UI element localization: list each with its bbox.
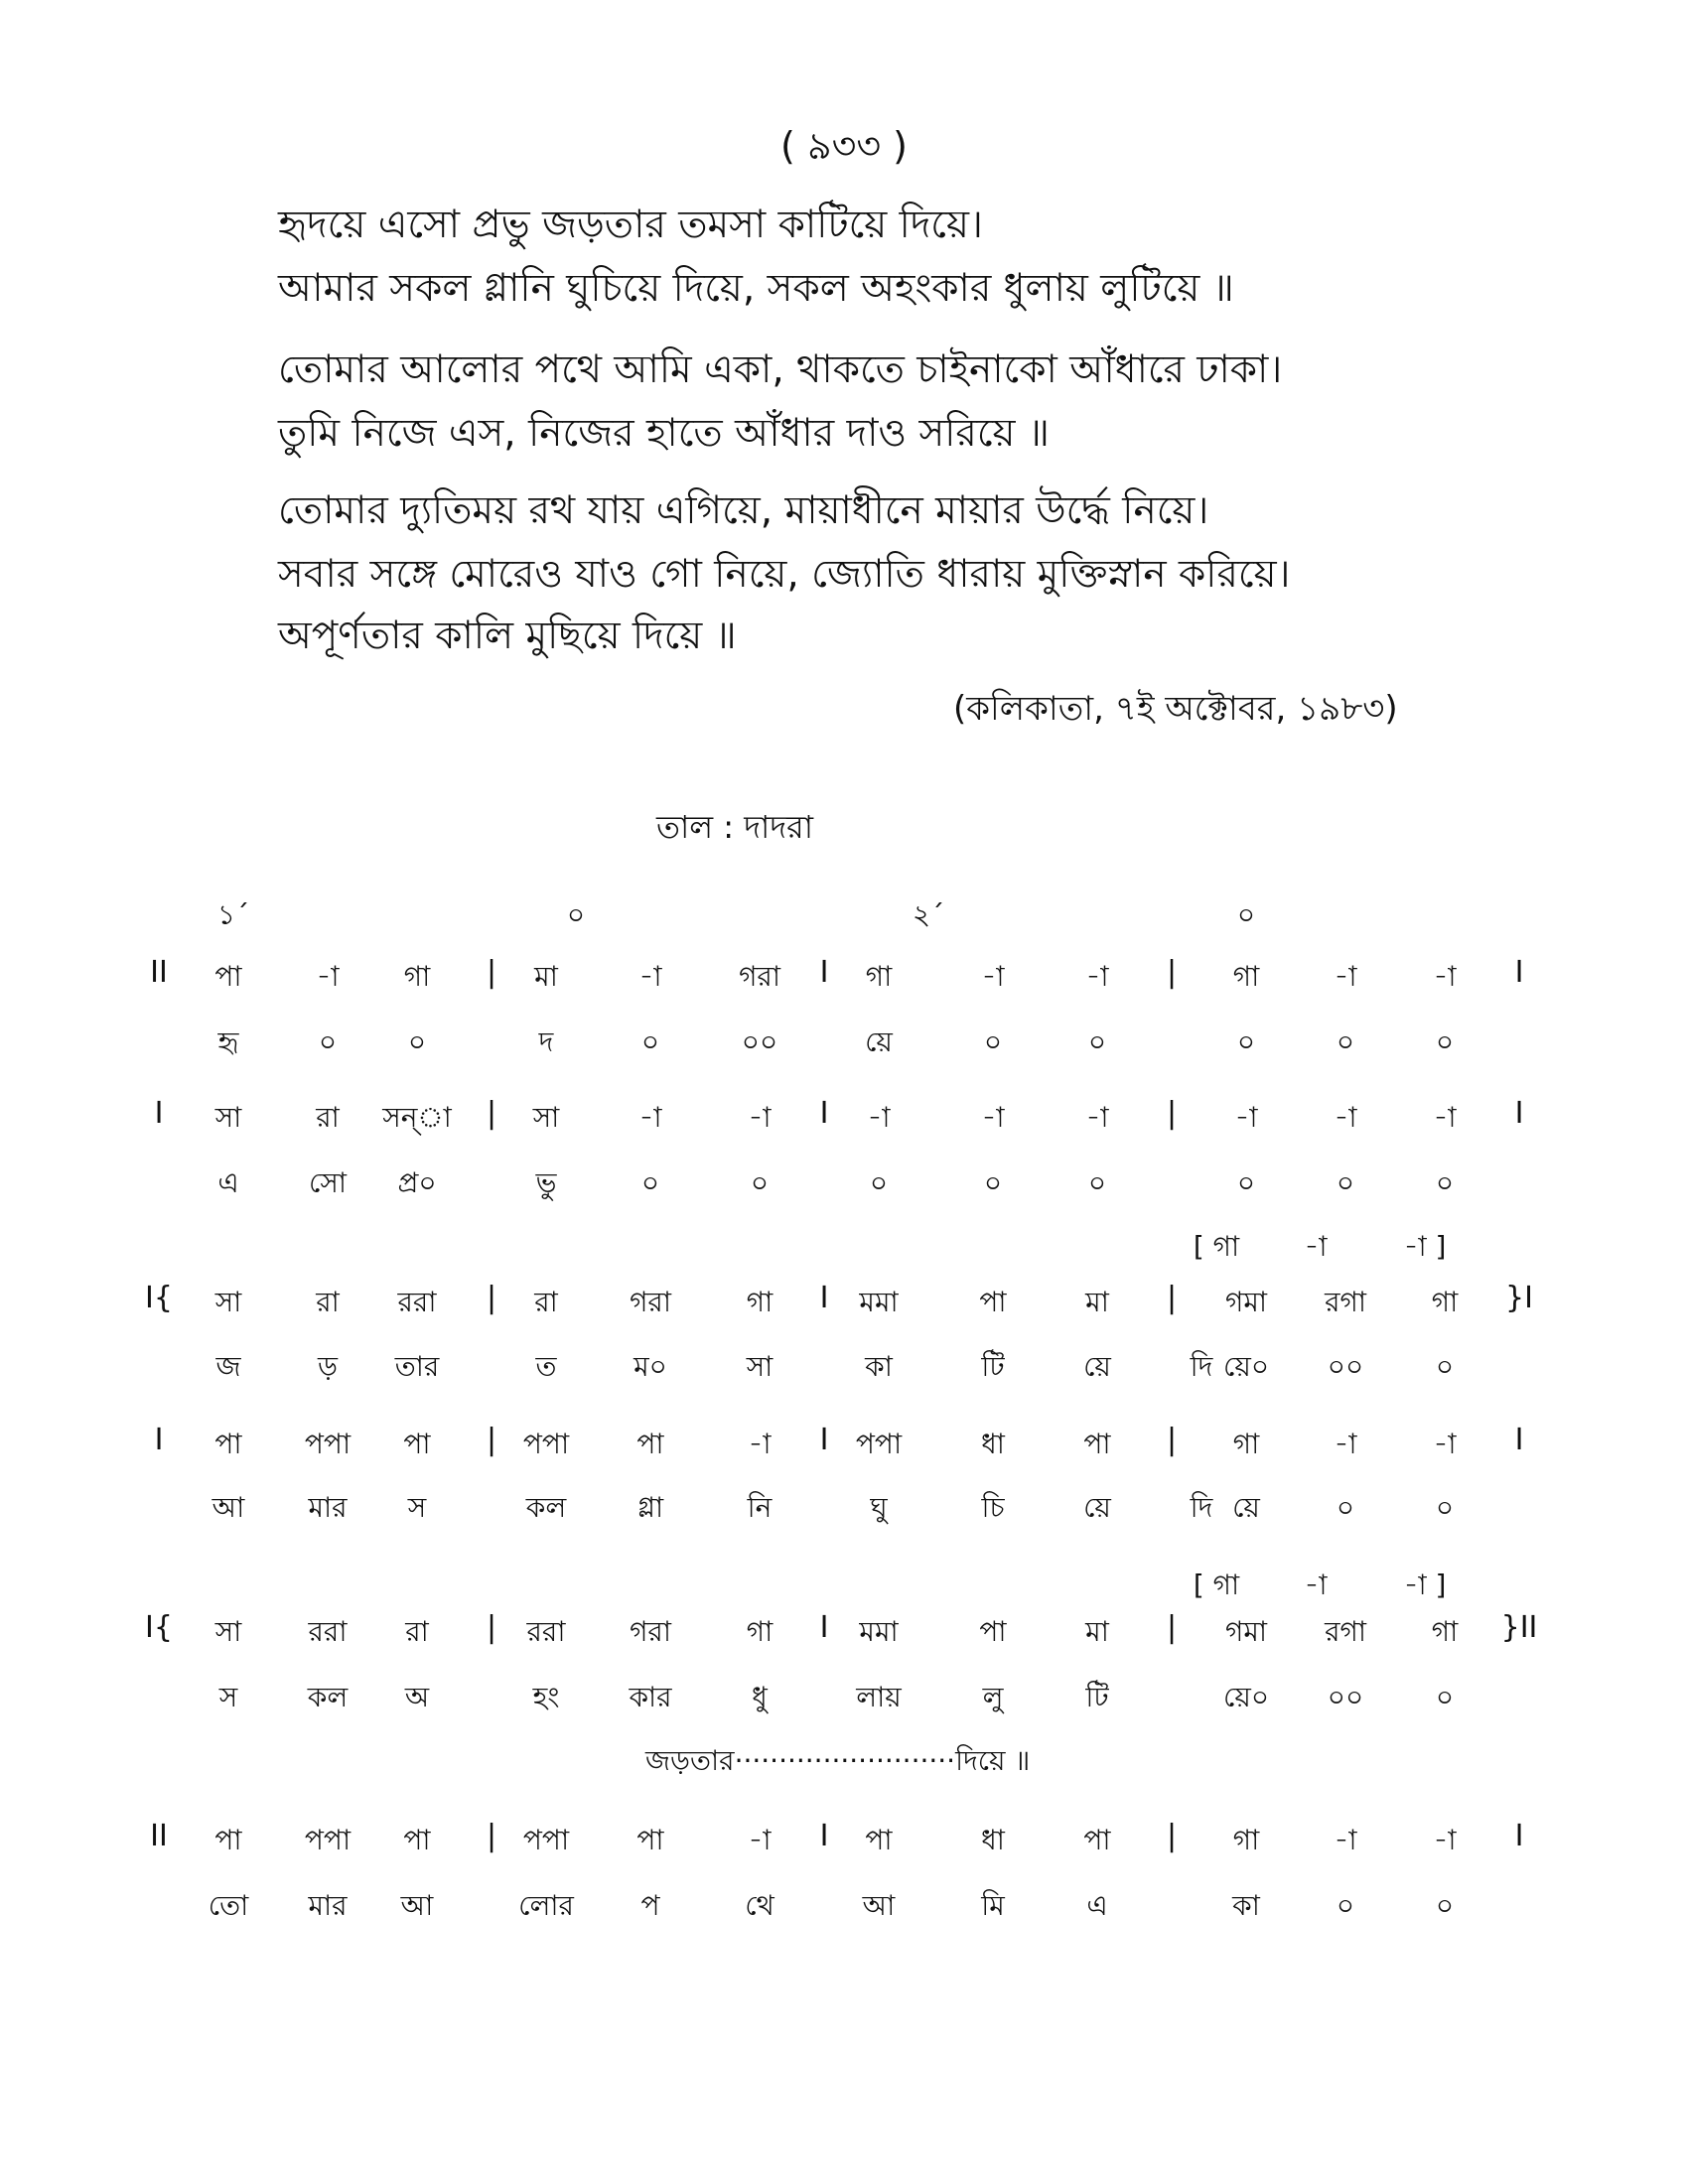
note-cell: মমা <box>859 1615 899 1648</box>
note-cell: ররা <box>526 1615 566 1648</box>
note-cell: -া <box>1085 960 1109 993</box>
note-cell: সা <box>214 1615 242 1648</box>
lyric-syllable: হং <box>532 1681 560 1713</box>
lyric-syllable: কা <box>1232 1889 1260 1922</box>
lyric-syllable: নি <box>747 1491 773 1524</box>
lyric-syllable: কার <box>629 1681 672 1713</box>
beat-bar: | <box>486 1281 497 1315</box>
lyric-syllable: স <box>407 1491 427 1524</box>
lyric-syllable: ০০ <box>741 1025 778 1058</box>
note-cell: পা <box>636 1428 664 1460</box>
note-cell: সা <box>532 1101 560 1134</box>
note-cell: মা <box>1085 1286 1109 1318</box>
note-cell: -া <box>748 1101 772 1134</box>
tala-heading: তাল : দাদরা <box>655 808 814 846</box>
lyric-syllable: স <box>218 1681 238 1713</box>
alt-phrase: -া <box>1304 1569 1328 1601</box>
note-cell: -া <box>748 1824 772 1856</box>
note-cell: রা <box>316 1101 340 1134</box>
beat-bar: | <box>486 1423 497 1457</box>
lyric-syllable: ০ <box>407 1025 427 1058</box>
row-open-bar: I <box>154 1423 164 1457</box>
lyric-syllable: ০ <box>1435 1025 1455 1058</box>
lyric-line: তোমার আলোর পথে আমি একা, থাকতে চাইনাকো আঁধারে ঢাকা। <box>278 347 1283 392</box>
lyric-syllable: য়ে <box>1083 1491 1111 1524</box>
beat-bar: | <box>1166 1819 1178 1853</box>
note-cell: -া <box>1334 1101 1357 1134</box>
lyric-syllable: ০ <box>318 1025 338 1058</box>
lyric-line: অপূর্ণতার কালি মুছিয়ে দিয়ে ॥ <box>278 614 737 658</box>
lyric-syllable: ০ <box>750 1166 770 1199</box>
beat-bar: | <box>1166 1096 1178 1131</box>
note-cell: গরা <box>630 1615 671 1648</box>
lyric-line: তোমার দ্যুতিময় রথ যায় এগিয়ে, মায়াধীনে মায়ার উর্দ্ধে নিয়ে। <box>278 488 1209 533</box>
lyric-syllable: য়ে <box>1232 1491 1260 1524</box>
lyric-syllable: দি <box>1190 1350 1213 1383</box>
note-cell: পপা <box>304 1824 352 1856</box>
place-date: (কলিকাতা, ৭ই অক্টোবর, ১৯৮৩) <box>953 689 1398 729</box>
note-cell: সা <box>214 1286 242 1318</box>
note-cell: পা <box>214 960 242 993</box>
note-cell: পা <box>214 1824 242 1856</box>
lyric-syllable: মার <box>308 1491 348 1524</box>
note-cell: -া <box>1334 1428 1357 1460</box>
note-cell: মা <box>1085 1615 1109 1648</box>
note-cell: পা <box>403 1824 431 1856</box>
alt-phrase: [ গা <box>1193 1230 1240 1263</box>
lyric-syllable: গ্লা <box>636 1491 664 1524</box>
lyric-syllable: ০০ <box>1327 1350 1364 1383</box>
note-cell: গা <box>746 1286 774 1318</box>
note-cell: -া <box>1433 1428 1457 1460</box>
note-cell: -া <box>1433 960 1457 993</box>
lyric-syllable: প <box>640 1889 660 1922</box>
tala-mark: ০ <box>566 898 586 931</box>
lyric-syllable: ০ <box>1435 1681 1455 1713</box>
lyric-syllable: ০ <box>1236 1025 1256 1058</box>
note-cell: -া <box>867 1101 891 1134</box>
lyric-syllable: ০ <box>1336 1025 1355 1058</box>
note-cell: ররা <box>397 1286 437 1318</box>
note-cell: রা <box>534 1286 558 1318</box>
lyric-syllable: চি <box>981 1491 1005 1524</box>
note-cell: -া <box>1334 960 1357 993</box>
lyric-syllable: ম০ <box>633 1350 667 1383</box>
row-open-bar: I <box>154 1096 164 1131</box>
lyric-syllable: ০ <box>1435 1889 1455 1922</box>
beat-bar: | <box>486 1096 497 1131</box>
note-cell: ধা <box>981 1824 1005 1856</box>
note-cell: রগা <box>1325 1286 1366 1318</box>
row-open-bar: I{ <box>145 1610 173 1645</box>
lyric-syllable: মি <box>981 1889 1005 1922</box>
note-cell: সা <box>214 1101 242 1134</box>
note-cell: সন্া <box>382 1101 452 1134</box>
lyric-syllable: অ <box>404 1681 430 1713</box>
note-cell: গা <box>1232 960 1260 993</box>
beat-bar: I <box>819 1819 829 1853</box>
lyric-syllable: ০ <box>1435 1350 1455 1383</box>
note-cell: পপা <box>522 1824 570 1856</box>
lyric-line: হৃদয়ে এসো প্রভু জড়তার তমসা কাটিয়ে দিয়ে। <box>278 203 983 247</box>
lyric-syllable: লায় <box>856 1681 902 1713</box>
lyric-syllable: দ <box>538 1025 554 1058</box>
note-cell: গরা <box>630 1286 671 1318</box>
note-cell: -া <box>1234 1101 1258 1134</box>
beat-bar: | <box>1166 1423 1178 1457</box>
note-cell: -া <box>1433 1824 1457 1856</box>
note-cell: পা <box>636 1824 664 1856</box>
alt-phrase: -া <box>1304 1230 1328 1263</box>
lyric-line: তুমি নিজে এস, নিজের হাতে আঁধার দাও সরিয়ে ॥ <box>278 411 1050 456</box>
lyric-syllable: তার <box>394 1350 440 1383</box>
note-cell: -া <box>638 960 662 993</box>
note-cell: -া <box>1334 1824 1357 1856</box>
note-cell: গা <box>1232 1428 1260 1460</box>
note-cell: মা <box>534 960 558 993</box>
lyric-syllable: ০ <box>1435 1166 1455 1199</box>
alt-phrase: -া ] <box>1403 1569 1447 1601</box>
lyric-syllable: ০ <box>869 1166 889 1199</box>
note-cell: পা <box>403 1428 431 1460</box>
row-open-bar: II <box>150 955 168 990</box>
tala-mark: ১´ <box>216 898 250 931</box>
lyric-syllable: আ <box>862 1889 896 1922</box>
lyric-syllable: য়ে০ <box>1222 1681 1270 1713</box>
lyric-syllable: ভু <box>535 1166 557 1199</box>
beat-bar: | <box>1166 1610 1178 1645</box>
lyric-syllable: ধু <box>752 1681 768 1713</box>
lyric-syllable: আ <box>400 1889 434 1922</box>
note-cell: গমা <box>1224 1615 1268 1648</box>
return-line: জড়তার·························দিয়ে ॥ <box>645 1744 1031 1777</box>
row-close-bar: }II <box>1500 1610 1538 1645</box>
note-cell: -া <box>316 960 340 993</box>
note-cell: পা <box>214 1428 242 1460</box>
lyric-line: আমার সকল গ্লানি ঘুচিয়ে দিয়ে, সকল অহংকার ধুলায় লুটিয়ে ॥ <box>278 266 1234 311</box>
lyric-syllable: প্র০ <box>397 1166 437 1199</box>
note-cell: -া <box>1433 1101 1457 1134</box>
note-cell: পপা <box>304 1428 352 1460</box>
beat-bar: | <box>1166 955 1178 990</box>
lyric-syllable: লু <box>982 1681 1004 1713</box>
beat-bar: I <box>819 955 829 990</box>
lyric-syllable: সা <box>746 1350 774 1383</box>
lyric-syllable: য়ে <box>865 1025 893 1058</box>
lyric-syllable: ০০ <box>1327 1681 1364 1713</box>
note-cell: গা <box>1431 1286 1459 1318</box>
tala-mark: ০ <box>1236 898 1256 931</box>
note-cell: -া <box>638 1101 662 1134</box>
row-close-bar: I <box>1514 1096 1524 1131</box>
note-cell: -া <box>981 1101 1005 1134</box>
tala-mark: ২´ <box>912 898 945 931</box>
alt-phrase: [ গা <box>1193 1569 1240 1601</box>
note-cell: পা <box>865 1824 893 1856</box>
lyric-syllable: য়ে <box>1083 1350 1111 1383</box>
note-cell: -া <box>748 1428 772 1460</box>
row-close-bar: I <box>1514 1423 1524 1457</box>
note-cell: পপা <box>855 1428 903 1460</box>
beat-bar: I <box>819 1096 829 1131</box>
note-cell: গা <box>746 1615 774 1648</box>
lyric-syllable: ০ <box>983 1166 1003 1199</box>
lyric-syllable: কল <box>525 1491 567 1524</box>
lyric-syllable: ০ <box>1087 1166 1107 1199</box>
lyric-syllable: য়ে০ <box>1222 1350 1270 1383</box>
lyric-syllable: ০ <box>1236 1166 1256 1199</box>
note-cell: রগা <box>1325 1615 1366 1648</box>
lyric-syllable: লোর <box>518 1889 574 1922</box>
lyric-syllable: ০ <box>640 1166 660 1199</box>
lyric-syllable: ০ <box>1435 1491 1455 1524</box>
lyric-syllable: ০ <box>983 1025 1003 1058</box>
beat-bar: | <box>486 1610 497 1645</box>
note-cell: পা <box>979 1286 1007 1318</box>
lyric-syllable: আ <box>211 1491 245 1524</box>
note-cell: ররা <box>308 1615 348 1648</box>
beat-bar: I <box>819 1423 829 1457</box>
row-close-bar: I <box>1514 955 1524 990</box>
lyric-syllable: কল <box>307 1681 349 1713</box>
note-cell: গা <box>865 960 893 993</box>
lyric-syllable: সো <box>309 1166 347 1199</box>
lyric-syllable: ড় <box>318 1350 338 1383</box>
note-cell: পা <box>1083 1428 1111 1460</box>
note-cell: ধা <box>981 1428 1005 1460</box>
beat-bar: | <box>486 1819 497 1853</box>
note-cell: গা <box>403 960 431 993</box>
note-cell: মমা <box>859 1286 899 1318</box>
lyric-syllable: দি <box>1190 1491 1213 1524</box>
lyric-syllable: ঘু <box>870 1491 888 1524</box>
row-close-bar: I <box>1514 1819 1524 1853</box>
lyric-syllable: ০ <box>1336 1491 1355 1524</box>
note-cell: রা <box>316 1286 340 1318</box>
beat-bar: I <box>819 1610 829 1645</box>
lyric-syllable: ০ <box>1336 1889 1355 1922</box>
beat-bar: | <box>486 955 497 990</box>
row-open-bar: II <box>150 1819 168 1853</box>
lyric-syllable: ত <box>535 1350 557 1383</box>
note-cell: গরা <box>739 960 780 993</box>
lyric-syllable: ০ <box>1087 1025 1107 1058</box>
lyric-syllable: তো <box>208 1889 249 1922</box>
beat-bar: I <box>819 1281 829 1315</box>
note-cell: পা <box>979 1615 1007 1648</box>
lyric-syllable: থে <box>745 1889 774 1922</box>
note-cell: গা <box>1431 1615 1459 1648</box>
lyric-syllable: কা <box>865 1350 893 1383</box>
page-number: ( ৯৩৩ ) <box>780 124 908 168</box>
lyric-syllable: টি <box>1085 1681 1109 1713</box>
row-close-bar: }I <box>1505 1281 1533 1315</box>
note-cell: পা <box>1083 1824 1111 1856</box>
note-cell: গমা <box>1224 1286 1268 1318</box>
alt-phrase: -া ] <box>1403 1230 1447 1263</box>
beat-bar: | <box>1166 1281 1178 1315</box>
lyric-syllable: মার <box>308 1889 348 1922</box>
lyric-syllable: এ <box>217 1166 239 1199</box>
lyric-syllable: ০ <box>640 1025 660 1058</box>
row-open-bar: I{ <box>145 1281 173 1315</box>
lyric-syllable: জ <box>215 1350 241 1383</box>
note-cell: রা <box>405 1615 429 1648</box>
lyric-line: সবার সঙ্গে মোরেও যাও গো নিয়ে, জ্যোতি ধারায় মুক্তিস্নান করিয়ে। <box>278 552 1291 597</box>
lyric-syllable: এ <box>1086 1889 1108 1922</box>
lyric-syllable: হৃ <box>217 1025 239 1058</box>
note-cell: গা <box>1232 1824 1260 1856</box>
note-cell: -া <box>981 960 1005 993</box>
note-cell: পপা <box>522 1428 570 1460</box>
lyric-syllable: ০ <box>1336 1166 1355 1199</box>
lyric-syllable: টি <box>981 1350 1005 1383</box>
note-cell: -া <box>1085 1101 1109 1134</box>
